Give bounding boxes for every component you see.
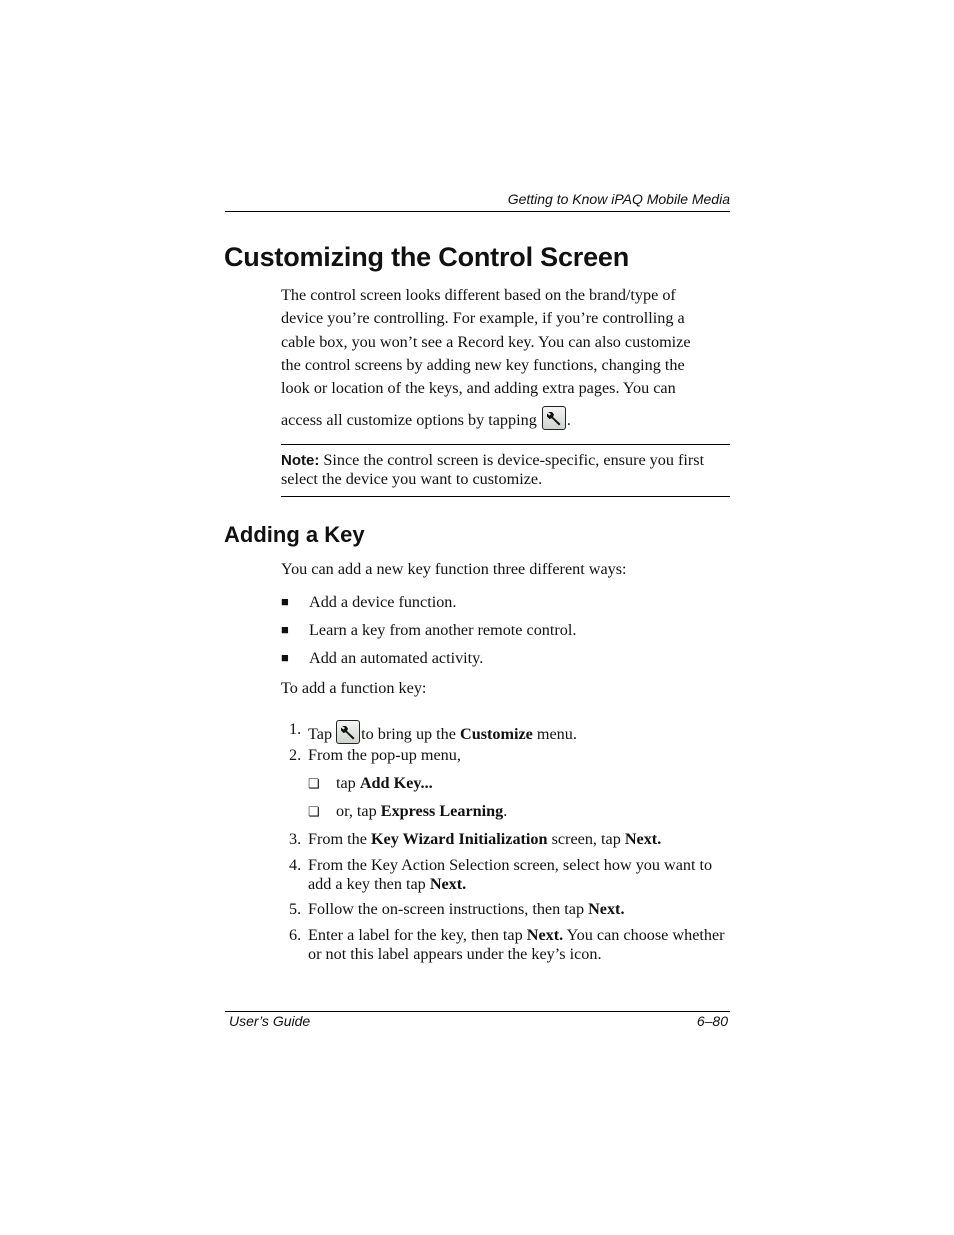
subsection-title: Adding a Key [224, 522, 365, 547]
wrench-icon [336, 720, 360, 744]
paragraph-line: The control screen looks different based on the brand/type of [281, 286, 676, 304]
step-4 [281, 856, 733, 896]
footer-rule [225, 1011, 730, 1012]
steps-intro: To add a function key: [281, 679, 427, 697]
button-name: Next. [429, 875, 467, 893]
step-text [308, 720, 728, 744]
header-rule [225, 211, 730, 212]
step-1 [281, 720, 733, 742]
step-text-part: Tap [308, 725, 337, 743]
paragraph-line [281, 406, 733, 429]
step-text [308, 900, 728, 919]
step-text-part: From the Key Action Selection screen, select how you want to add a key then tap [308, 856, 713, 893]
list-item-text: Learn a key from another remote control. [309, 621, 577, 639]
step-text-part: screen, tap [547, 830, 625, 848]
list-item [281, 647, 483, 669]
sub-item-text: or, tap [336, 802, 381, 820]
note-text: Since the control screen is device-specific, ensure you first select the device you want to customize. [281, 451, 705, 488]
sub-item-text: tap [336, 774, 360, 792]
menu-name: Customize [460, 725, 533, 743]
intro-paragraph [281, 284, 733, 430]
step-number: 6. [289, 926, 302, 944]
sub-item-text: . [503, 802, 508, 820]
paragraph-line: the control screens by adding new key functions, changing the [281, 355, 685, 374]
note-rule-top [281, 444, 730, 445]
step-text [308, 856, 728, 894]
step-number: 5. [289, 900, 302, 918]
step-text-part: Enter a label for the key, then tap [308, 926, 527, 944]
bullet-marker: ■ [281, 594, 289, 609]
step-text-part: to bring up the [361, 725, 461, 743]
wrench-icon [542, 406, 566, 430]
paragraph-line: look or location of the keys, and adding extra pages. You can [281, 379, 676, 398]
step-text-part: menu. [532, 725, 577, 743]
step-number: 3. [289, 830, 302, 848]
step-number: 1. [289, 720, 302, 738]
list-item [281, 591, 456, 613]
list-item-text: Add an automated activity. [309, 649, 484, 667]
step-3 [281, 830, 733, 850]
step-number: 4. [289, 856, 302, 874]
paragraph-text: . [566, 411, 571, 430]
screen-name: Key Wizard Initialization [370, 830, 548, 848]
step-text-part: Follow the on-screen instructions, then tap [308, 900, 589, 918]
note-box [281, 451, 733, 489]
paragraph-text: access all customize options by tapping [281, 411, 537, 430]
paragraph-line: device you’re controlling. For example, if you’re controlling a [281, 309, 685, 328]
checkbox-marker: ❏ [308, 804, 320, 819]
button-name: Next. [588, 900, 625, 918]
step-5 [281, 900, 733, 920]
button-name: Next. [624, 830, 662, 848]
page-title: Customizing the Control Screen [224, 242, 630, 272]
step-text-part: From the [308, 830, 371, 848]
step-6 [281, 926, 733, 966]
step-text [308, 830, 728, 849]
bullet-marker: ■ [281, 622, 289, 637]
step-text-part: You can choose whether or not this label appears under the key’s icon. [308, 926, 725, 963]
menu-option: Add Key... [359, 774, 433, 792]
bullet-marker: ■ [281, 650, 289, 665]
sub-list-item [308, 772, 433, 795]
subsection-intro: You can add a new key function three different ways: [281, 560, 627, 578]
sub-list-item [308, 800, 507, 823]
page-number: 6–80 [696, 1013, 728, 1029]
note-rule-bottom [281, 496, 730, 497]
list-item [281, 619, 576, 641]
step-2 [281, 746, 733, 766]
list-item-text: Add a device function. [309, 593, 457, 611]
note-label: Note: [281, 452, 320, 469]
paragraph-line: cable box, you won’t see a Record key. You can also customize [281, 332, 691, 351]
checkbox-marker: ❏ [308, 776, 320, 791]
running-header: Getting to Know iPAQ Mobile Media [507, 191, 730, 207]
step-number: 2. [289, 746, 302, 764]
step-text: From the pop-up menu, [308, 746, 461, 764]
step-text [308, 926, 728, 964]
button-name: Next. [526, 926, 564, 944]
footer-title: User’s Guide [229, 1013, 311, 1029]
menu-option: Express Learning [380, 802, 504, 820]
